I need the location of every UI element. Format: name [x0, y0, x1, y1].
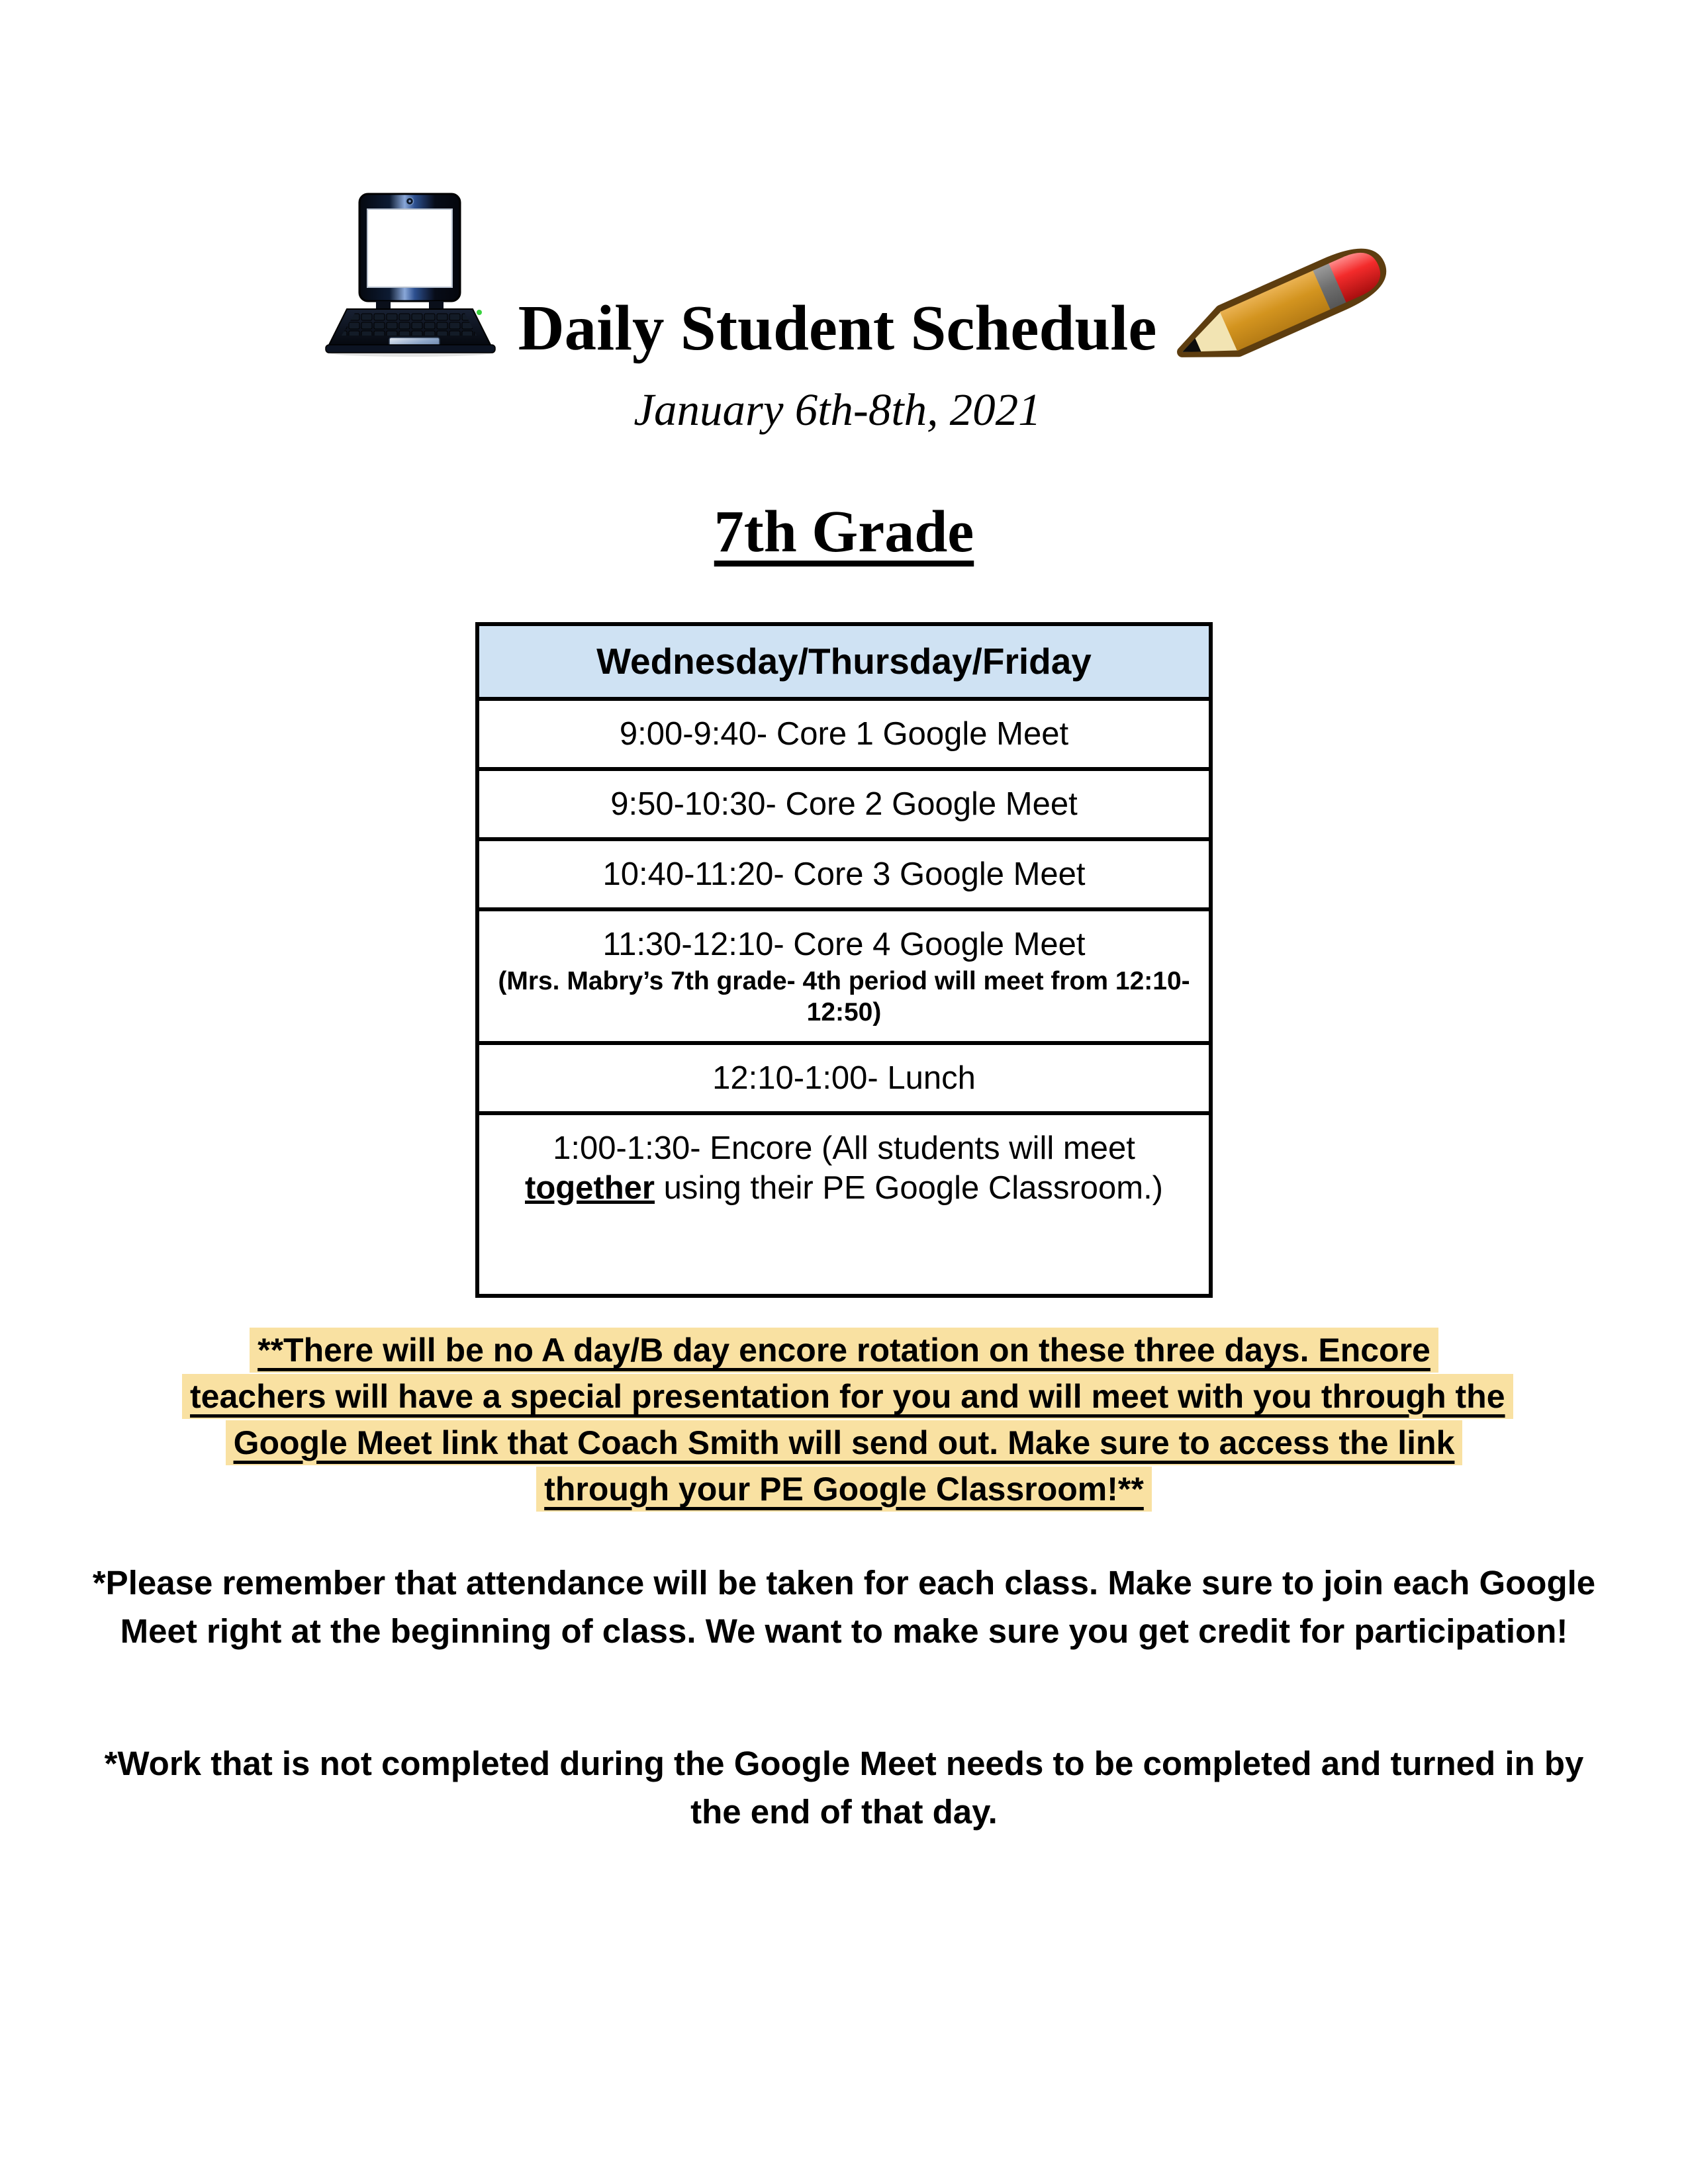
schedule-header-cell: Wednesday/Thursday/Friday	[477, 624, 1211, 699]
schedule-table	[475, 622, 1213, 1298]
encore-text-before: 1:00-1:30- Encore (All students will meet	[553, 1130, 1135, 1166]
emphasized-word: together	[525, 1170, 655, 1206]
table-header-row	[477, 624, 1211, 699]
schedule-cell-core2: 9:50-10:30- Core 2 Google Meet	[477, 769, 1211, 839]
schedule-cell-core4-main: 11:30-12:10- Core 4 Google Meet	[602, 927, 1086, 962]
encore-text-after: using their PE Google Classroom.)	[655, 1170, 1163, 1206]
table-row	[477, 1113, 1211, 1296]
encore-rotation-note	[182, 1327, 1506, 1512]
table-row	[477, 699, 1211, 769]
work-note: *Work that is not completed during the Google Meet needs to be completed and turned in by the end of that day.	[104, 1745, 1584, 1831]
schedule-cell-core3: 10:40-11:20- Core 3 Google Meet	[477, 839, 1211, 909]
page-title: Daily Student Schedule	[518, 293, 1157, 363]
table-row	[477, 769, 1211, 839]
highlighted-text: **There will be no A day/B day encore rotation on these three days. Encore teachers will have a special presentation for you and will meet with you through the Google Meet link that Coach Smith will send out. Make sure to access the link through your PE Google Classroom!**	[182, 1328, 1513, 1512]
grade-heading: 7th Grade	[714, 499, 974, 565]
schedule-cell-encore	[477, 1113, 1211, 1296]
schedule-cell-core1: 9:00-9:40- Core 1 Google Meet	[477, 699, 1211, 769]
page-subtitle: January 6th-8th, 2021	[633, 385, 1041, 435]
table-row	[477, 839, 1211, 909]
pencil-icon	[1164, 225, 1397, 392]
table-row	[477, 1043, 1211, 1113]
schedule-cell-core4-note: (Mrs. Mabry’s 7th grade- 4th period will meet from 12:10-12:50)	[498, 967, 1190, 1026]
schedule-cell-lunch: 12:10-1:00- Lunch	[477, 1043, 1211, 1113]
attendance-note: *Please remember that attendance will be taken for each class. Make sure to join each Google Meet right at the beginning of class. We want to make sure you get credit for participation!	[92, 1564, 1596, 1650]
schedule-cell-core4	[477, 909, 1211, 1043]
table-row	[477, 909, 1211, 1043]
